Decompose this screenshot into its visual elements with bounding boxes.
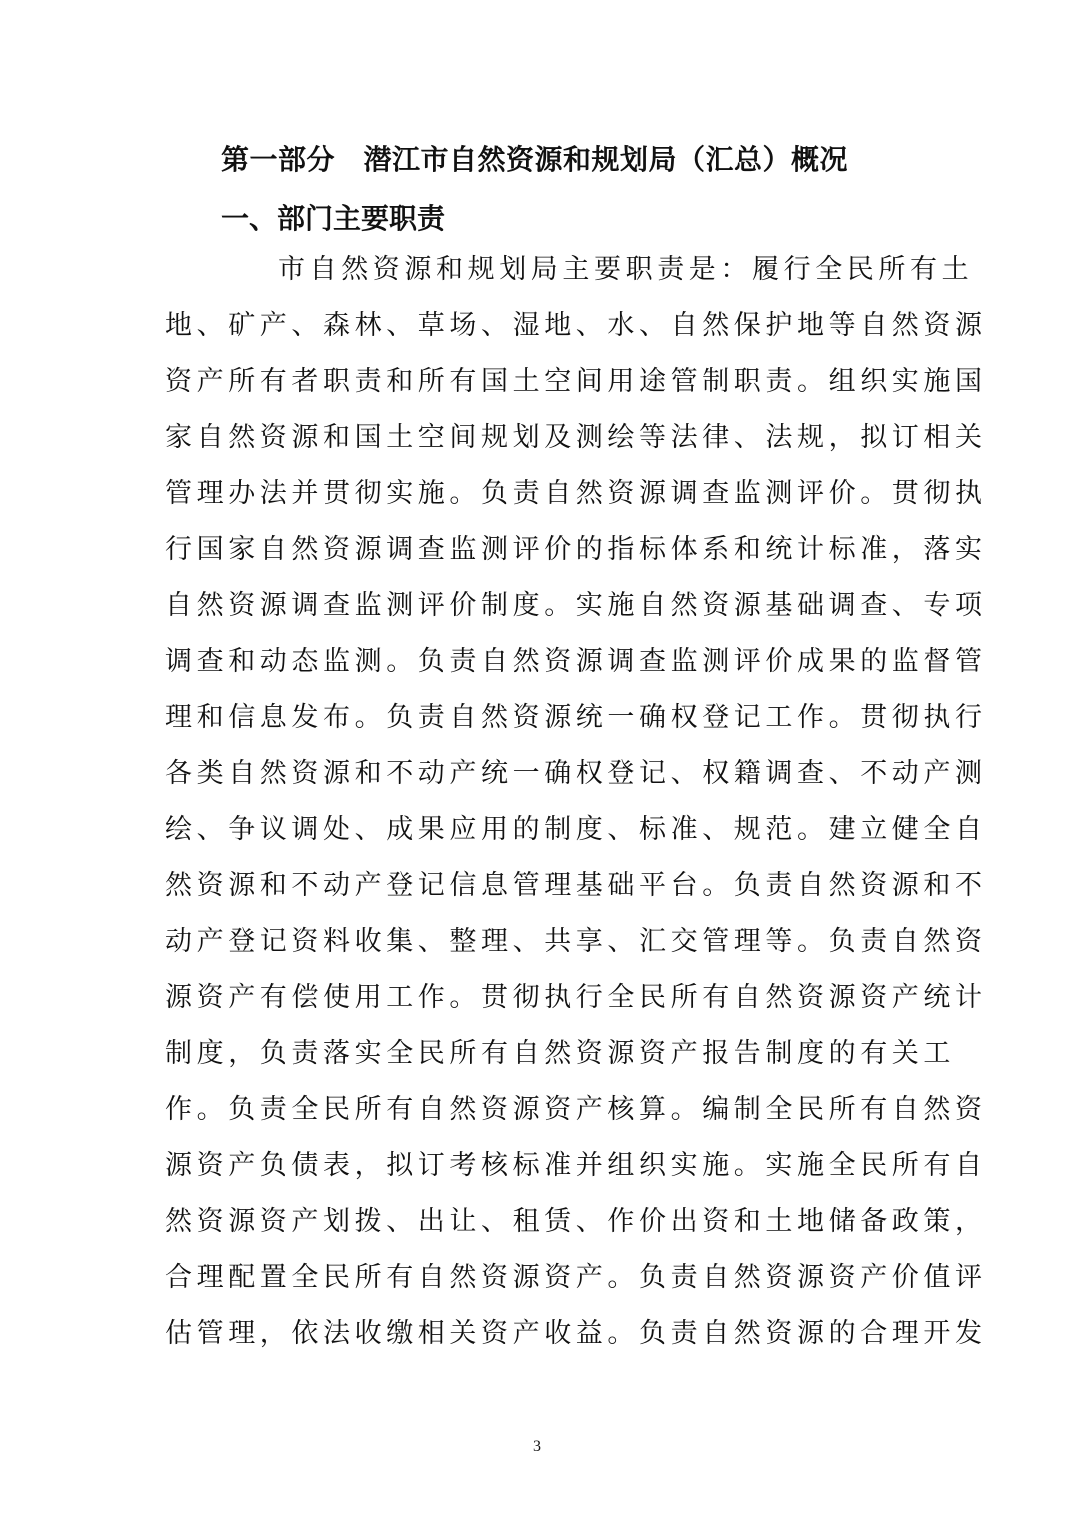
page-number: 3	[533, 1438, 541, 1455]
body-line: 动产登记资料收集、整理、共享、汇交管理等。负责自然资	[165, 926, 987, 957]
document-title: 第一部分 潜江市自然资源和规划局（汇总）概况	[221, 143, 849, 176]
body-line: 管理办法并贯彻实施。负责自然资源调查监测评价。贯彻执	[165, 478, 987, 509]
body-line: 市自然资源和规划局主要职责是：履行全民所有土	[278, 254, 974, 285]
body-line: 绘、争议调处、成果应用的制度、标准、规范。建立健全自	[165, 814, 987, 845]
body-line: 资产所有者职责和所有国土空间用途管制职责。组织实施国	[165, 366, 987, 397]
body-line: 估管理，依法收缴相关资产收益。负责自然资源的合理开发	[165, 1318, 987, 1349]
body-line: 源资产负债表，拟订考核标准并组织实施。实施全民所有自	[165, 1150, 987, 1181]
body-line: 然资源和不动产登记信息管理基础平台。负责自然资源和不	[165, 870, 987, 901]
body-line: 源资产有偿使用工作。贯彻执行全民所有自然资源资产统计	[165, 982, 987, 1013]
body-line: 作。负责全民所有自然资源资产核算。编制全民所有自然资	[165, 1094, 987, 1125]
body-line: 各类自然资源和不动产统一确权登记、权籍调查、不动产测	[165, 758, 987, 789]
section-heading: 一、部门主要职责	[221, 202, 446, 235]
body-line: 调查和动态监测。负责自然资源调查监测评价成果的监督管	[165, 646, 987, 677]
body-line: 制度，负责落实全民所有自然资源资产报告制度的有关工	[165, 1038, 955, 1069]
body-line: 合理配置全民所有自然资源资产。负责自然资源资产价值评	[165, 1262, 987, 1293]
body-line: 理和信息发布。负责自然资源统一确权登记工作。贯彻执行	[165, 702, 987, 733]
body-line: 然资源资产划拨、出让、租赁、作价出资和土地储备政策，	[165, 1206, 987, 1237]
body-line: 行国家自然资源调查监测评价的指标体系和统计标准，落实	[165, 534, 987, 565]
body-line: 地、矿产、森林、草场、湿地、水、自然保护地等自然资源	[165, 310, 987, 341]
body-line: 自然资源调查监测评价制度。实施自然资源基础调查、专项	[165, 590, 987, 621]
body-line: 家自然资源和国土空间规划及测绘等法律、法规，拟订相关	[165, 422, 987, 453]
